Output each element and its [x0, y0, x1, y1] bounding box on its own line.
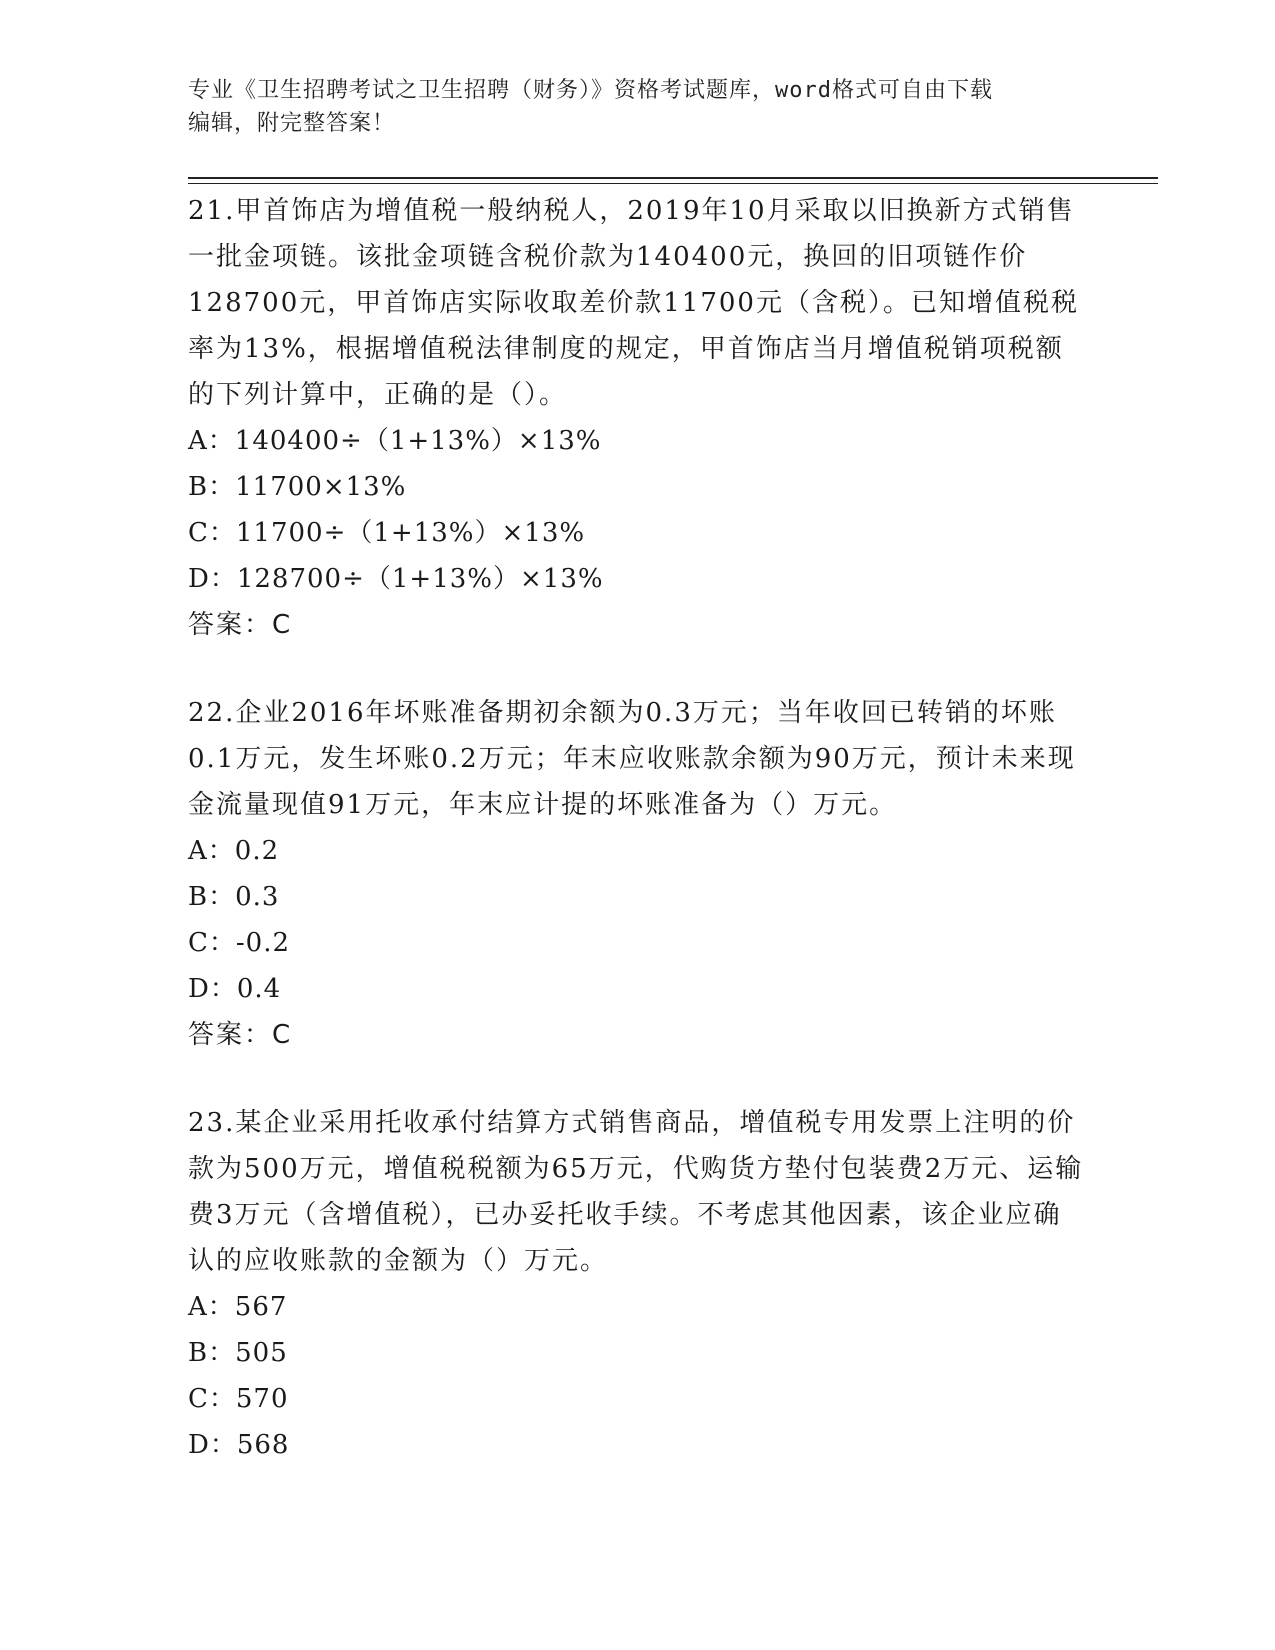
option-b: B：11700×13% [188, 472, 407, 502]
header-line-2: 编辑，附完整答案！ [188, 111, 396, 136]
header-line-1: 专业《卫生招聘考试之卫生招聘（财务）》资格考试题库，word格式可自由下载 [188, 78, 993, 103]
option-a: A：0.2 [188, 836, 280, 866]
document-header [188, 74, 1088, 140]
header-divider-thin [188, 183, 1158, 184]
answer-line: 答案：C [188, 1020, 293, 1050]
answer-line: 答案：C [188, 610, 293, 640]
option-c: C：570 [188, 1384, 289, 1414]
question-23 [188, 1100, 1088, 1468]
option-b: B：0.3 [188, 882, 280, 912]
question-21 [188, 188, 1088, 648]
question-22 [188, 690, 1088, 1058]
option-b: B：505 [188, 1338, 288, 1368]
question-stem: 23.某企业采用托收承付结算方式销售商品，增值税专用发票上注明的价款为500万元，增值税税额为65万元，代购货方垫付包装费2万元、运输费3万元（含增值税），已办妥托收手续。不考虑其他因素，该企业应确认的应收账款的金额为（）万元。 [188, 1108, 1084, 1276]
option-d: D：568 [188, 1430, 290, 1460]
option-d: D：0.4 [188, 974, 282, 1004]
option-a: A：567 [188, 1292, 288, 1322]
option-c: C：11700÷（1+13%）×13% [188, 518, 586, 548]
question-stem: 21.甲首饰店为增值税一般纳税人，2019年10月采取以旧换新方式销售一批金项链。该批金项链含税价款为140400元，换回的旧项链作价128700元，甲首饰店实际收取差价款11700元（含税）。已知增值税税率为13%，根据增值税法律制度的规定，甲首饰店当月增值税销项税额的下列计算中，正确的是（）。 [188, 196, 1079, 410]
question-stem: 22.企业2016年坏账准备期初余额为0.3万元；当年收回已转销的坏账0.1万元，发生坏账0.2万元；年末应收账款余额为90万元，预计未来现金流量现值91万元，年末应计提的坏账准备为（）万元。 [188, 698, 1076, 820]
option-d: D：128700÷（1+13%）×13% [188, 564, 604, 594]
option-c: C：-0.2 [188, 928, 291, 958]
option-a: A：140400÷（1+13%）×13% [188, 426, 602, 456]
header-divider-thick [188, 177, 1158, 179]
